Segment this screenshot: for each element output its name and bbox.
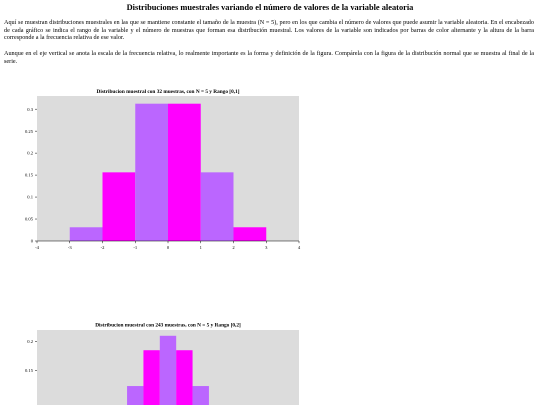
chart-title: Distribucion muestral con 32 muestras, con N = 5 y Rango [0,1] — [96, 89, 240, 95]
bar — [70, 227, 103, 241]
bar — [234, 227, 267, 241]
x-tick-label: -4 — [35, 245, 39, 250]
x-tick-label: -3 — [67, 245, 72, 250]
y-tick-label: 0.15 — [24, 368, 33, 374]
x-tick-label: 1 — [199, 245, 202, 250]
x-tick-label: 0 — [166, 245, 170, 250]
bar — [160, 336, 176, 405]
y-tick-label: 0.25 — [24, 128, 33, 134]
x-tick-label: 2 — [232, 245, 235, 250]
page-title: Distribuciones muestrales variando el número de valores de la variable aleatoria — [126, 3, 414, 12]
bar — [168, 104, 201, 241]
y-tick-label: 0.2 — [27, 150, 33, 156]
bar — [135, 104, 168, 241]
intro-paragraph: Aquí se muestran distribuciones muestrales en las que se mantiene constante el tamaño de la muestra (N = 5), pero en los que cambia el número de valores que puede asumir la variable aleatoria. En el encabezado de cada gráfico se indica el rango de la variable y el número de muestras que forman esa distribución muestral. Los valores de la variable son indicados por barras de color alternante y la altura de la barra corresponde a la frecuencia relativa de ese valor. — [4, 19, 534, 42]
sampling-distribution-chart-2 — [0, 318, 540, 405]
sampling-distribution-chart-1 — [0, 86, 540, 256]
y-tick-label: 0.2 — [27, 339, 33, 345]
y-tick-label: 0.05 — [24, 216, 33, 222]
y-tick-label: 0 — [30, 238, 33, 244]
bar — [143, 350, 159, 405]
bar — [193, 386, 209, 405]
chart-title: Distribucion muestral con 243 muestras, con N = 5 y Rango [0,2] — [95, 322, 241, 329]
x-tick-label: 3 — [265, 245, 268, 250]
x-tick-label: 4 — [297, 245, 301, 250]
x-tick-label: -2 — [100, 245, 105, 250]
bar — [176, 350, 192, 405]
bar — [201, 172, 234, 241]
y-tick-label: 0.15 — [24, 172, 33, 178]
bar — [127, 386, 143, 405]
y-tick-label: 0.3 — [27, 106, 33, 112]
bar — [103, 172, 136, 241]
y-tick-label: 0.1 — [27, 194, 33, 200]
x-tick-label: -1 — [133, 245, 138, 250]
note-paragraph: Aunque en el eje vertical se anota la escala de la frecuencia relativa, lo realmente importante es la forma y definición de la figura. Compárela con la figura de la distribución normal que se muestra al final de la serie. — [4, 50, 534, 65]
